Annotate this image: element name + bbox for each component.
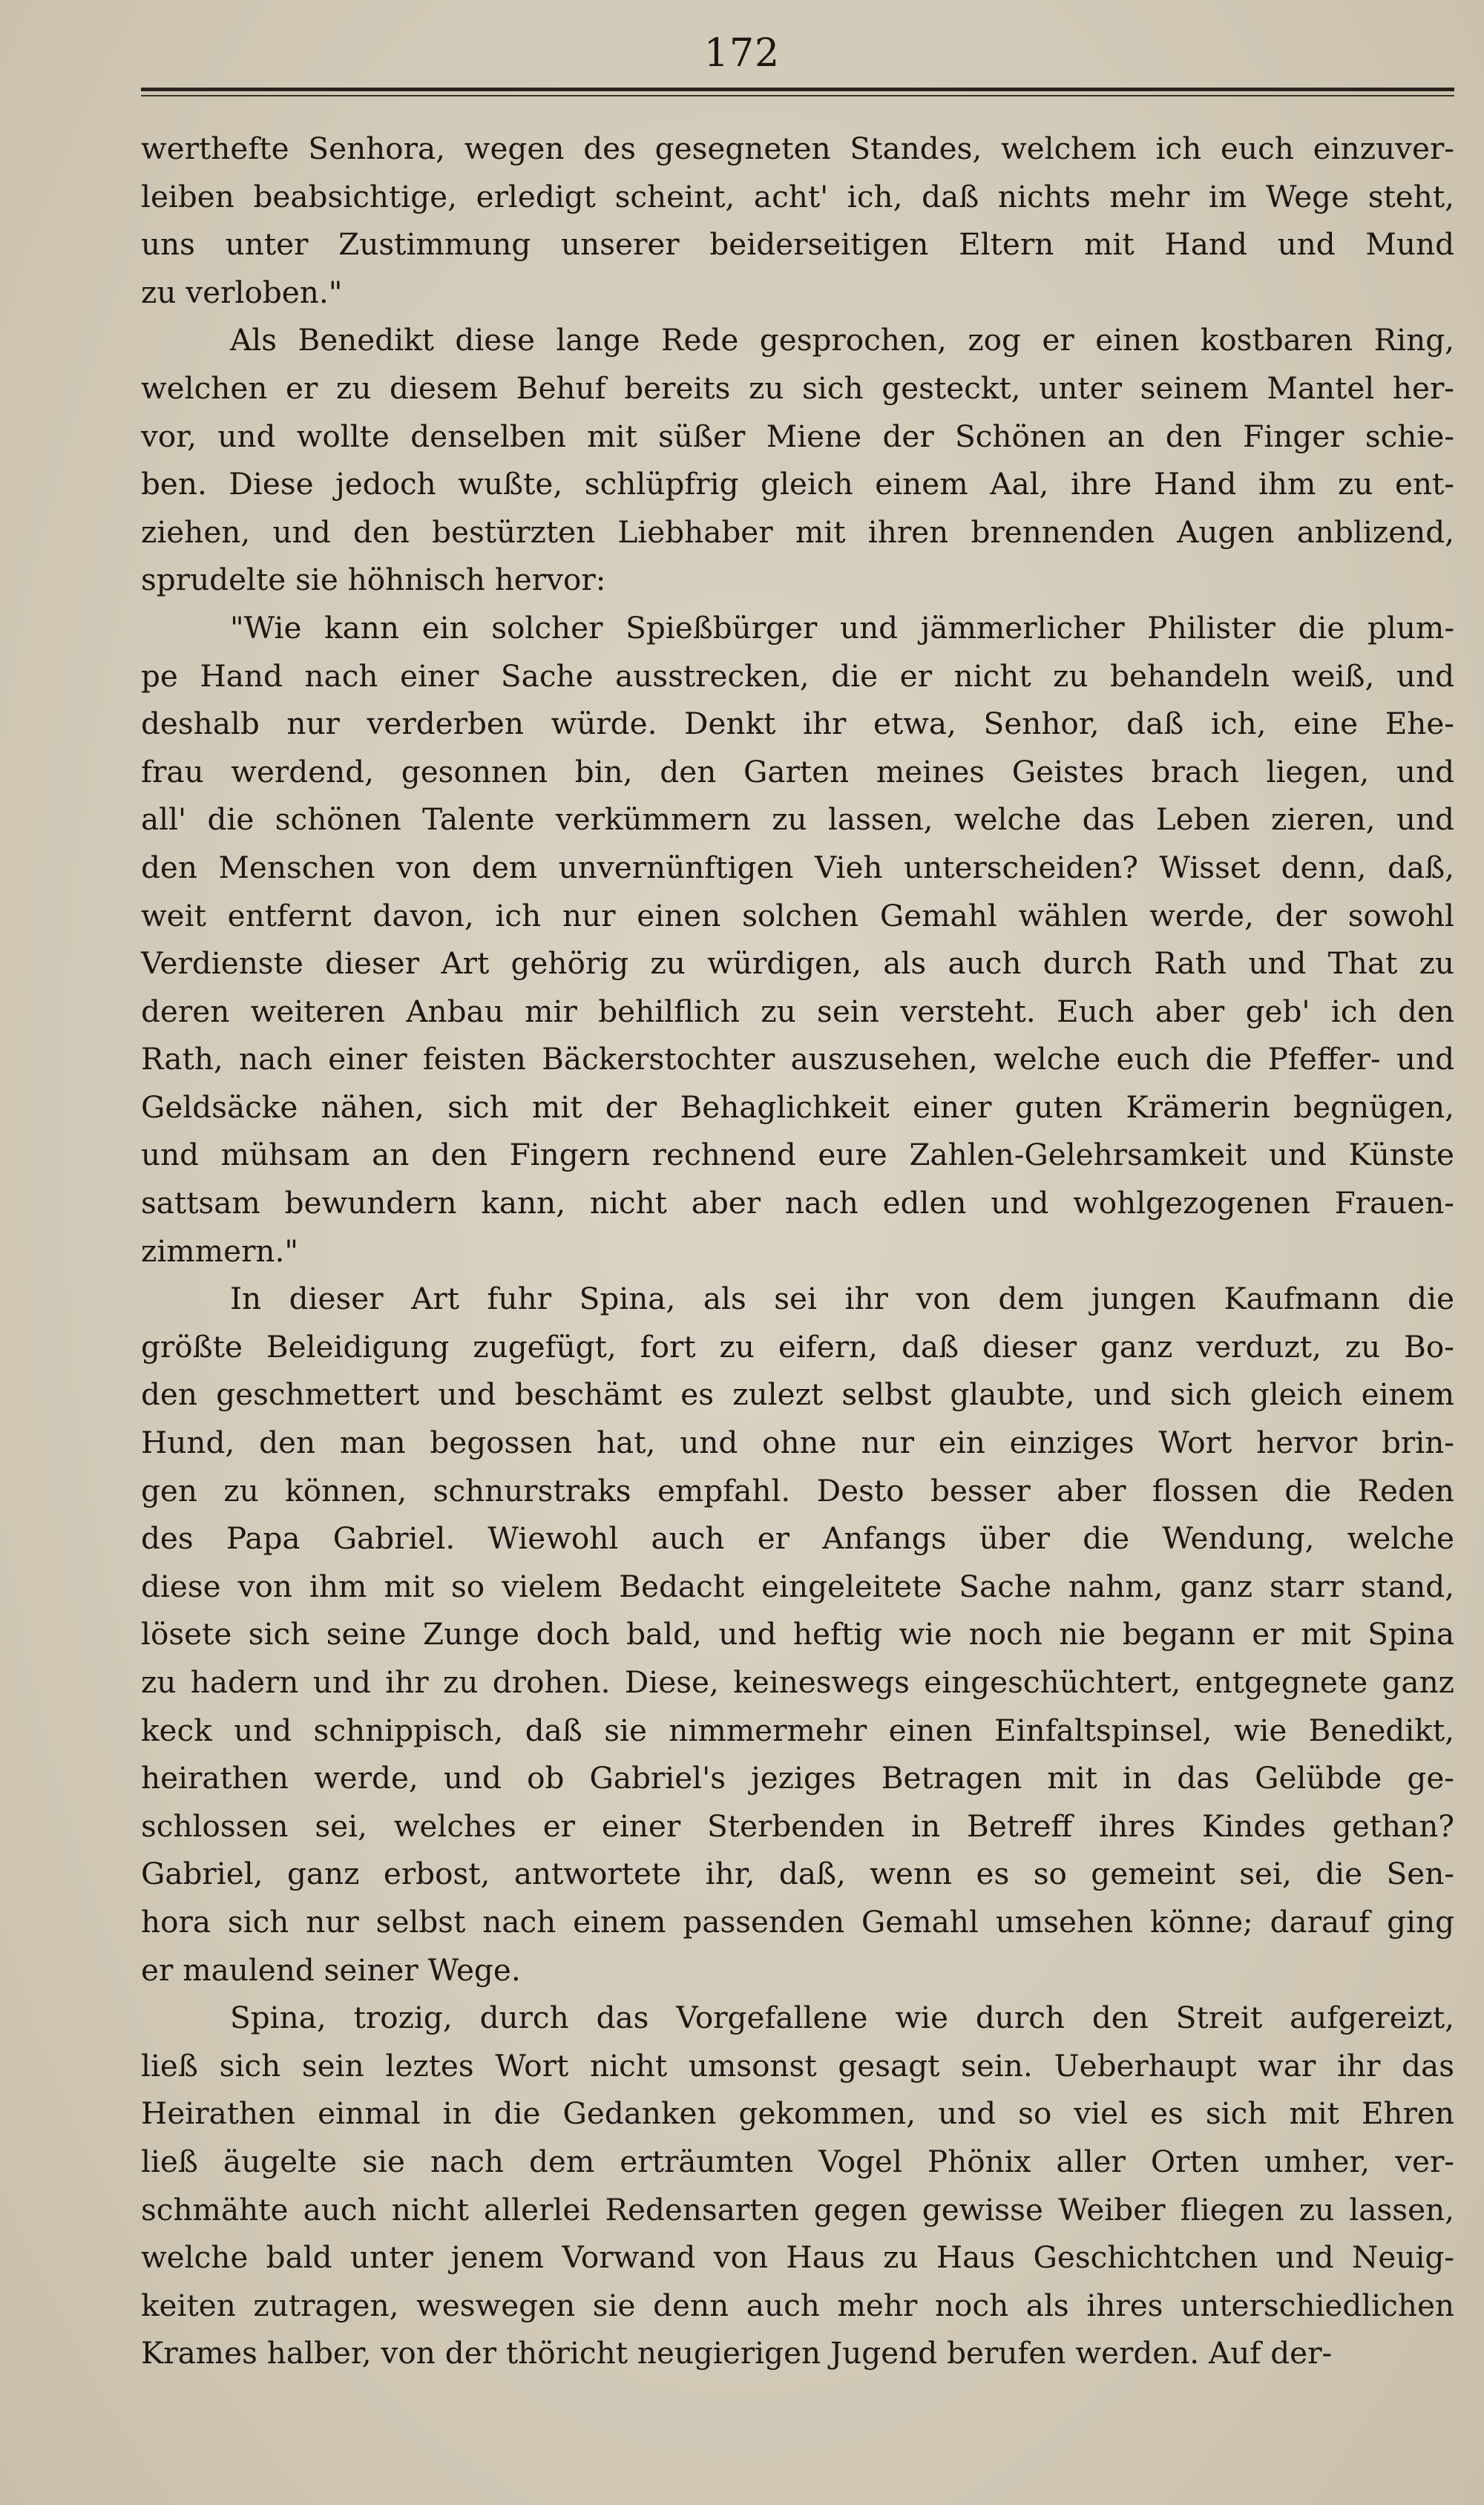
text-line: des Papa Gabriel. Wiewohl auch er Anfangs über die Wendung, welche	[141, 1520, 1454, 1557]
text-line: welche bald unter jenem Vorwand von Haus zu Haus Geschichtchen und Neuig-	[141, 2239, 1454, 2276]
text-line: leiben beabsichtige, erledigt scheint, acht' ich, daß nichts mehr im Wege steht,	[141, 178, 1454, 214]
text-line: welchen er zu diesem Behuf bereits zu sich gesteckt, unter seinem Mantel her-	[141, 370, 1454, 406]
text-line: keck und schnippisch, daß sie nimmermehr einen Einfaltspinsel, wie Benedikt,	[141, 1712, 1454, 1748]
header-rule-thin	[141, 95, 1454, 96]
text-line: Als Benedikt diese lange Rede gesprochen, zog er einen kostbaren Ring,	[230, 322, 1454, 358]
text-line: keiten zutragen, weswegen sie denn auch mehr noch als ihres unterschiedlichen	[141, 2287, 1454, 2323]
text-line: frau werdend, gesonnen bin, den Garten meines Geistes brach liegen, und	[141, 753, 1454, 789]
text-line: Geldsäcke nähen, sich mit der Behaglichkeit einer guten Krämerin begnügen,	[141, 1089, 1454, 1125]
text-line: vor, und wollte denselben mit süßer Miene der Schönen an den Finger schie-	[141, 418, 1454, 454]
text-line: weit entfernt davon, ich nur einen solchen Gemahl wählen werde, der sowohl	[141, 897, 1454, 933]
text-line: größte Beleidigung zugefügt, fort zu eifern, daß dieser ganz verduzt, zu Bo-	[141, 1328, 1454, 1365]
text-line: gen zu können, schnurstraks empfahl. Desto besser aber flossen die Reden	[141, 1472, 1454, 1508]
text-line: er maulend seiner Wege.	[141, 1951, 521, 1988]
text-line: diese von ihm mit so vielem Bedacht eingeleitete Sache nahm, ganz starr stand,	[141, 1568, 1454, 1604]
text-line: sattsam bewundern kann, nicht aber nach edlen und wohlgezogenen Frauen-	[141, 1185, 1454, 1221]
text-line: werthefte Senhora, wegen des gesegneten Standes, welchem ich euch einzuver-	[141, 131, 1454, 166]
text-line: den Menschen von dem unvernünftigen Vieh unterscheiden? Wisset denn, daß,	[141, 849, 1454, 885]
text-line: deshalb nur verderben würde. Denkt ihr etwa, Senhor, daß ich, eine Ehe-	[141, 706, 1454, 742]
text-line: lösete sich seine Zunge doch bald, und heftig wie noch nie begann er mit Spina	[141, 1616, 1454, 1652]
text-line: sprudelte sie höhnisch hervor:	[141, 562, 606, 598]
text-line: Verdienste dieser Art gehörig zu würdigen, als auch durch Rath und That zu	[141, 945, 1454, 982]
text-line: Heirathen einmal in die Gedanken gekommen, und so viel es sich mit Ehren	[141, 2095, 1454, 2132]
text-line: zu verloben."	[141, 274, 343, 310]
text-line: Rath, nach einer feisten Bäckerstochter auszusehen, welche euch die Pfeffer- und	[141, 1041, 1454, 1077]
text-line: uns unter Zustimmung unserer beiderseitigen Eltern mit Hand und Mund	[141, 226, 1454, 263]
text-line: Hund, den man begossen hat, und ohne nur ein einziges Wort hervor brin-	[141, 1425, 1454, 1461]
text-line: ziehen, und den bestürzten Liebhaber mit ihren brennenden Augen anblizend,	[141, 513, 1454, 550]
text-line: heirathen werde, und ob Gabriel's jeziges Betragen mit in das Gelübde ge-	[141, 1760, 1454, 1796]
text-line: zimmern."	[141, 1232, 299, 1269]
text-line: all' die schönen Talente verkümmern zu lassen, welche das Leben zieren, und	[141, 801, 1454, 838]
text-line: und mühsam an den Fingern rechnend eure Zahlen-Gelehrsamkeit und Künste	[141, 1137, 1454, 1173]
text-line: ben. Diese jedoch wußte, schlüpfrig gleich einem Aal, ihre Hand ihm zu ent-	[141, 466, 1454, 502]
text-line: hora sich nur selbst nach einem passenden Gemahl umsehen könne; darauf ging	[141, 1903, 1454, 1940]
text-line: den geschmettert und beschämt es zulezt selbst glaubte, und sich gleich einem	[141, 1376, 1454, 1413]
text-line: Spina, trozig, durch das Vorgefallene wie durch den Streit aufgereizt,	[230, 2000, 1454, 2036]
text-line: Krames halber, von der thöricht neugierigen Jugend berufen werden. Auf der-	[141, 2335, 1333, 2371]
text-line: pe Hand nach einer Sache ausstrecken, die er nicht zu behandeln weiß, und	[141, 657, 1454, 694]
text-line: In dieser Art fuhr Spina, als sei ihr von dem jungen Kaufmann die	[230, 1281, 1454, 1317]
header-rule-thick	[141, 88, 1454, 91]
text-line: Gabriel, ganz erbost, antwortete ihr, daß, wenn es so gemeint sei, die Sen-	[141, 1856, 1454, 1892]
text-line: schlossen sei, welches er einer Sterbenden in Betreff ihres Kindes gethan?	[141, 1808, 1454, 1844]
text-line: deren weiteren Anbau mir behilflich zu sein versteht. Euch aber geb' ich den	[141, 993, 1454, 1029]
text-line: zu hadern und ihr zu drohen. Diese, keineswegs eingeschüchtert, entgegnete ganz	[141, 1664, 1454, 1700]
body-text	[141, 125, 1454, 2377]
page-number: 172	[703, 31, 781, 76]
text-line: ließ äugelte sie nach dem erträumten Vogel Phönix aller Orten umher, ver-	[141, 2143, 1454, 2179]
text-line: ließ sich sein leztes Wort nicht umsonst gesagt sein. Ueberhaupt war ihr das	[141, 2047, 1454, 2084]
text-line: "Wie kann ein solcher Spießbürger und jämmerlicher Philister die plum-	[230, 609, 1454, 646]
text-line: schmähte auch nicht allerlei Redensarten gegen gewisse Weiber fliegen zu lassen,	[141, 2191, 1454, 2227]
